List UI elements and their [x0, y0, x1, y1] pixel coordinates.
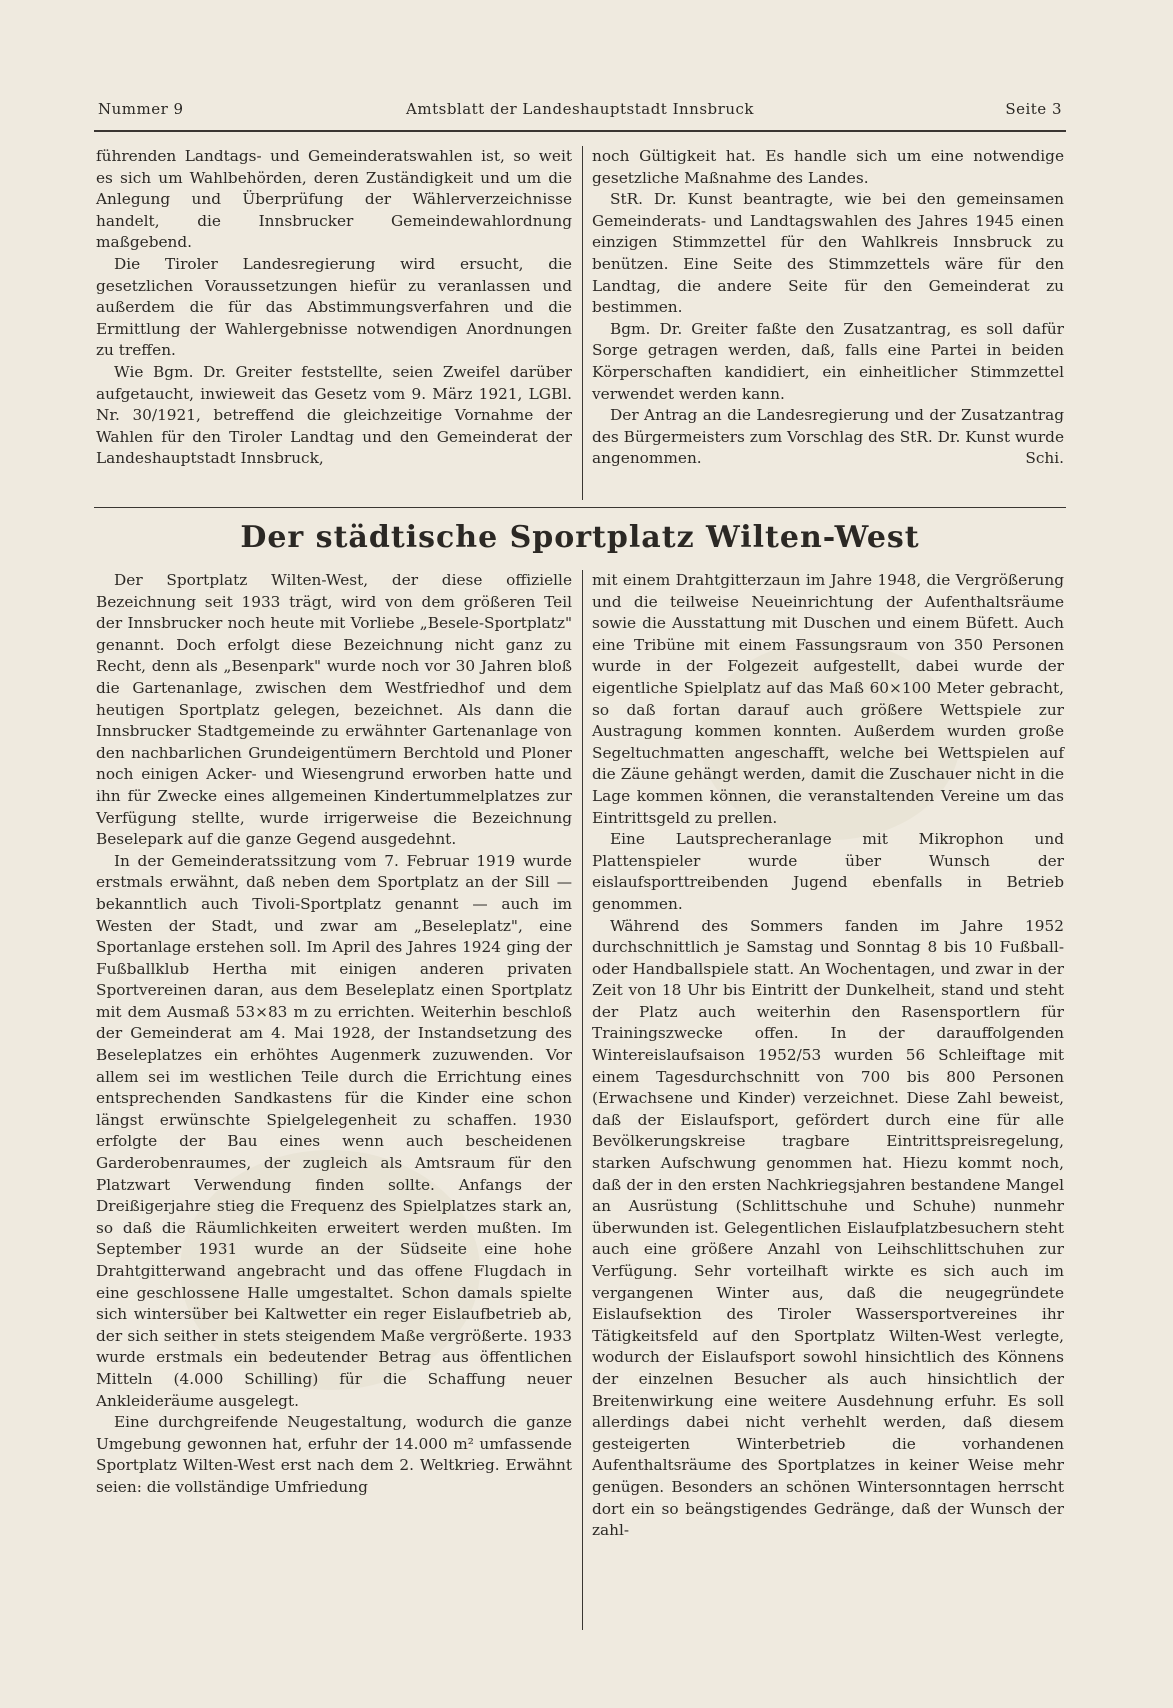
- paragraph: StR. Dr. Kunst beantragte, wie bei den gemeinsamen Gemeinderats- und Landtagswahlen des Jahres 1945 einen einzigen Stimmzettel für den Wahlkreis Innsbruck zu benützen. Eine Seite des Stimmzettels wäre für den Landtag, die andere Seite für den Gemeinderat zu bestimmen.: [592, 190, 1064, 317]
- page-number: Seite 3: [1005, 100, 1062, 118]
- top-article-left-column: [96, 146, 572, 470]
- paragraph: Während des Sommers fanden im Jahre 1952 durchschnittlich je Samstag und Sonntag 8 bis 10 Fußball- oder Handballspiele statt. An Wochentagen, und zwar in der Zeit von 18 Uhr bis Eintritt der Dunkelheit, stand und steht der Platz auch weiterhin den Rasensportlern für Trainingszwecke offen. In der darauffolgenden Wintereislaufsaison 1952/53 wurden 56 Schleiftage mit einem Tagesdurchschnitt von 700 bis 800 Personen (Erwachsene und Kinder) verzeichnet. Diese Zahl beweist, daß der Eislaufsport, gefördert durch eine für alle Bevölkerungskreise tragbare Eintrittspreisregelung, starken Aufschwung genommen hat. Hiezu kommt noch, daß der in den ersten Nachkriegsjahren bestandene Mangel an Ausrüstung (Schlittschuhe und Schuhe) nunmehr überwunden ist. Gelegentlichen Eislaufplatzbesuchern steht auch eine größere Anzahl von Leihschlittschuhen zur Verfügung. Sehr vorteilhaft wirkte es sich auch im vergangenen Winter aus, daß die neugegründete Eislaufsektion des Tiroler Wassersportvereines ihr Tätigkeitsfeld auf den Sportplatz Wilten-West verlegte, wodurch der Eislaufsport sowohl hinsichtlich des Könnens der einzelnen Besucher als auch hinsichtlich der Breitenwirkung eine weitere Ausdehnung erfuhr. Es soll allerdings dabei nicht verhehlt werden, daß diesem gesteigerten Winterbetrieb die vorhandenen Aufenthaltsräume des Sportplatzes in keiner Weise mehr genügen. Besonders an schönen Wintersonntagen herrscht dort ein so beängstigendes Gedränge, daß der Wunsch der zahl-: [592, 916, 1064, 1540]
- paragraph: führenden Landtags- und Gemeinderatswahlen ist, so weit es sich um Wahlbehörden, deren Zuständigkeit und um die Anlegung und Überprüfung der Wählerverzeichnisse handelt, die Innsbrucker Gemeindewahlordnung maßgebend.: [96, 147, 572, 252]
- issue-number: Nummer 9: [98, 100, 184, 118]
- page-header: [96, 96, 1064, 124]
- paragraph: In der Gemeinderatssitzung vom 7. Februar 1919 wurde erstmals erwähnt, daß neben dem Sportplatz an der Sill — bekanntlich auch Tivoli-Sportplatz genannt — auch im Westen der Stadt, und zwar am „Beseleplatz", eine Sportanlage erstehen soll. Im April des Jahres 1924 ging der Fußballklub Hertha mit einigen anderen privaten Sportvereinen daran, aus dem Beseleplatz einen Sportplatz mit dem Ausmaß 53×83 m zu errichten. Weiterhin beschloß der Gemeinderat am 4. Mai 1928, der Instandsetzung des Beseleplatzes ein erhöhtes Augenmerk zuzuwenden. Vor allem sei im westlichen Teile durch die Errichtung eines entsprechenden Sandkastens für die Kinder eine schon längst erwünschte Spielgelegenheit zu schaffen. 1930 erfolgte der Bau eines wenn auch bescheidenen Garderobenraumes, der zugleich als Amtsraum für den Platzwart Verwendung finden sollte. Anfangs der Dreißigerjahre stieg die Frequenz des Spielplatzes stark an, so daß die Räumlichkeiten erweitert werden mußten. Im September 1931 wurde an der Südseite eine hohe Drahtgitterwand angebracht und das offene Flugdach in eine geschlossene Halle umgestaltet. Schon damals spielte sich wintersüber bei Kaltwetter ein reger Eislaufbetrieb ab, der sich seither in stets steigendem Maße vergrößerte. 1933 wurde erstmals ein bedeutender Betrag aus öffentlichen Mitteln (4.000 Schilling) für die Schaffung neuer Ankleideräume ausgelegt.: [96, 851, 572, 1410]
- article-title: Der städtische Sportplatz Wilten-West: [240, 520, 920, 555]
- top-article-right-column: [592, 146, 1064, 470]
- column-divider: [582, 570, 583, 1630]
- paragraph: Bgm. Dr. Greiter faßte den Zusatzantrag, es soll dafür Sorge getragen werden, daß, falls eine Partei in beiden Körperschaften kandidiert, ein einheitlicher Stimmzettel verwendet werden kann.: [592, 319, 1064, 403]
- paragraph-text: Der Antrag an die Landesregierung und der Zusatzantrag des Bürgermeisters zum Vorschlag des StR. Dr. Kunst wurde angenommen.: [592, 406, 1064, 468]
- paragraph: [592, 405, 1064, 470]
- column-divider: [582, 146, 583, 500]
- paragraph: Wie Bgm. Dr. Greiter feststellte, seien Zweifel darüber aufgetaucht, inwieweit das Gesetz vom 9. März 1921, LGBl. Nr. 30/1921, betreffend die gleichzeitige Vornahme der Wahlen für den Tiroler Landtag und den Gemeinderat der Landeshauptstadt Innsbruck,: [96, 362, 572, 468]
- paragraph: Eine durchgreifende Neugestaltung, wodurch die ganze Umgebung gewonnen hat, erfuhr der 14.000 m² umfassende Sportplatz Wilten-West erst nach dem 2. Weltkrieg. Erwähnt seien: die vollständige Umfriedung: [96, 1413, 572, 1496]
- paragraph: Der Sportplatz Wilten-West, der diese offizielle Bezeichnung seit 1933 trägt, wird von dem größeren Teil der Innsbrucker noch heute mit Vorliebe „Besele-Sportplatz" genannt. Doch erfolgt diese Bezeichnung nicht ganz zu Recht, denn als „Besenpark" wurde noch vor 30 Jahren bloß die Gartenanlage, zwischen dem Westfriedhof und dem heutigen Sportplatz gelegen, bezeichnet. Als dann die Innsbrucker Stadtgemeinde zu erwähnter Gartenanlage von den nachbarlichen Grundeigentümern Berchtold und Ploner noch einigen Acker- und Wiesengrund erworben hatte und ihn für Zwecke eines allgemeinen Kindertummelplatzes zur Verfügung stellte, wurde irrigerweise die Bezeichnung Beselepark auf die ganze Gegend ausgedehnt.: [96, 571, 572, 849]
- author-signature: Schi.: [1025, 449, 1064, 468]
- paragraph: Die Tiroler Landesregierung wird ersucht, die gesetzlichen Voraussetzungen hiefür zu veranlassen und außerdem die für das Abstimmungsverfahren und die Ermittlung der Wahlergebnisse notwendigen Anordnungen zu treffen.: [96, 254, 572, 360]
- publication-title: Amtsblatt der Landeshauptstadt Innsbruck: [406, 100, 754, 118]
- section-rule: [94, 507, 1066, 508]
- article-left-column: [96, 570, 572, 1499]
- paragraph: noch Gültigkeit hat. Es handle sich um eine notwendige gesetzliche Maßnahme des Landes.: [592, 147, 1064, 187]
- header-rule: [94, 130, 1066, 132]
- article-right-column: [592, 570, 1064, 1542]
- paragraph: Eine Lautsprecheranlage mit Mikrophon und Plattenspieler wurde über Wunsch der eislaufsporttreibenden Jugend ebenfalls in Betrieb genommen.: [592, 830, 1064, 913]
- paragraph: mit einem Drahtgitterzaun im Jahre 1948, die Vergrößerung und die teilweise Neueinrichtung der Aufenthaltsräume sowie die Ausstattung mit Duschen und einem Büfett. Auch eine Tribüne mit einem Fassungsraum von 350 Personen wurde in der Folgezeit aufgestellt, dabei wurde der eigentliche Spielplatz auf das Maß 60×100 Meter gebracht, so daß fortan darauf auch größere Wettspiele zur Austragung kommen konnten. Außerdem wurden große Segeltuchmatten angeschafft, welche bei Wettspielen auf die Zäune gehängt werden, damit die Zuschauer nicht in die Lage kommen können, die veranstaltenden Vereine um das Eintrittsgeld zu prellen.: [592, 571, 1064, 827]
